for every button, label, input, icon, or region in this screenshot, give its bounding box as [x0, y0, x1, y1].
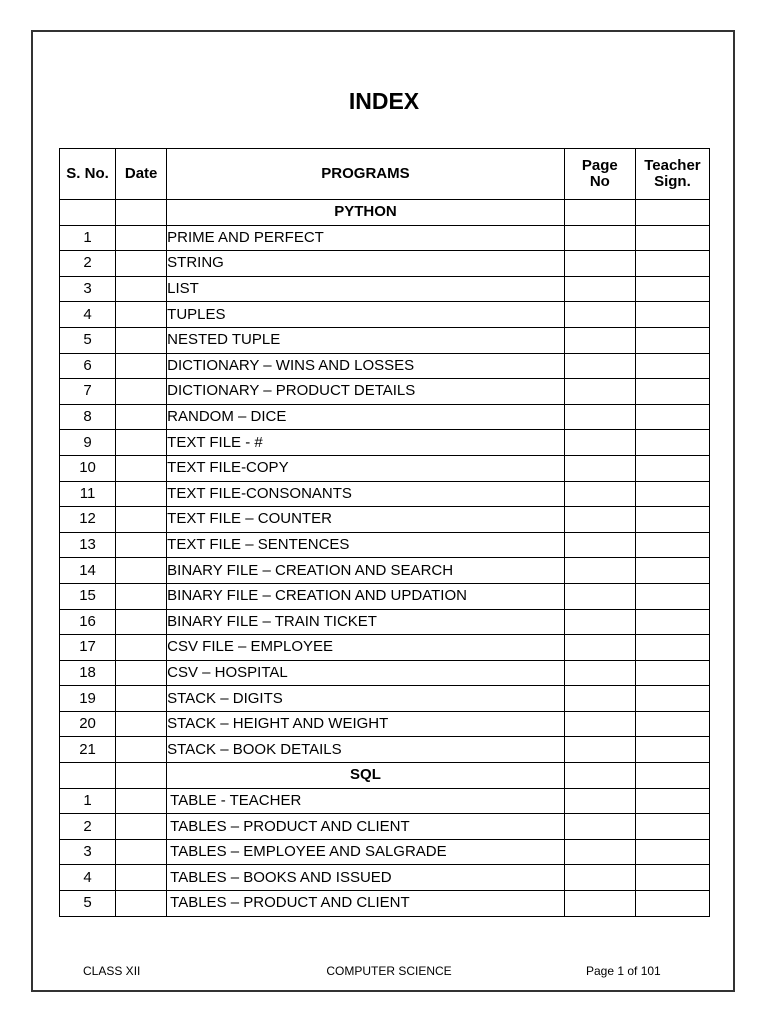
index-table-body [60, 200, 710, 917]
date-cell [116, 481, 167, 507]
date-cell [116, 686, 167, 712]
date-cell [116, 225, 167, 251]
page-no-cell [564, 839, 635, 865]
program-name: STRING [167, 251, 565, 277]
serial-number: 18 [60, 660, 116, 686]
serial-number: 14 [60, 558, 116, 584]
table-row [60, 455, 710, 481]
column-header-date: Date [116, 149, 167, 200]
table-row [60, 635, 710, 661]
teacher-sign-cell [635, 225, 709, 251]
date-cell [116, 711, 167, 737]
date-cell [116, 660, 167, 686]
table-row [60, 481, 710, 507]
page-no-cell [564, 327, 635, 353]
program-name: TEXT FILE - # [167, 430, 565, 456]
empty-cell [60, 200, 116, 226]
table-row [60, 404, 710, 430]
program-name: LIST [167, 276, 565, 302]
serial-number: 12 [60, 507, 116, 533]
date-cell [116, 276, 167, 302]
date-cell [116, 609, 167, 635]
footer-page-number: Page 1 of 101 [586, 964, 661, 978]
date-cell [116, 737, 167, 763]
page-no-cell [564, 788, 635, 814]
table-row [60, 276, 710, 302]
program-name: TEXT FILE – SENTENCES [167, 532, 565, 558]
serial-number: 3 [60, 276, 116, 302]
table-row [60, 737, 710, 763]
page-no-cell [564, 711, 635, 737]
teacher-sign-cell [635, 481, 709, 507]
program-name: CSV – HOSPITAL [167, 660, 565, 686]
program-name: TABLES – EMPLOYEE AND SALGRADE [167, 839, 565, 865]
serial-number: 13 [60, 532, 116, 558]
table-row [60, 609, 710, 635]
section-heading: SQL [167, 763, 565, 789]
date-cell [116, 814, 167, 840]
section-row-python [60, 200, 710, 226]
empty-cell [635, 763, 709, 789]
date-cell [116, 865, 167, 891]
table-row [60, 379, 710, 405]
page-no-cell [564, 353, 635, 379]
program-name: TABLES – BOOKS AND ISSUED [167, 865, 565, 891]
date-cell [116, 891, 167, 917]
teacher-sign-cell [635, 302, 709, 328]
page-no-cell [564, 609, 635, 635]
table-row [60, 532, 710, 558]
table-row [60, 507, 710, 533]
page-no-cell [564, 891, 635, 917]
teacher-sign-cell [635, 404, 709, 430]
table-row [60, 583, 710, 609]
empty-cell [60, 763, 116, 789]
serial-number: 5 [60, 891, 116, 917]
page-no-cell [564, 814, 635, 840]
serial-number: 2 [60, 251, 116, 277]
serial-number: 1 [60, 788, 116, 814]
teacher-sign-cell [635, 635, 709, 661]
page-no-cell [564, 558, 635, 584]
table-row [60, 865, 710, 891]
teacher-sign-cell [635, 532, 709, 558]
table-row [60, 225, 710, 251]
teacher-sign-cell [635, 251, 709, 277]
page-no-cell [564, 276, 635, 302]
table-row [60, 891, 710, 917]
table-row [60, 788, 710, 814]
program-name: TEXT FILE-CONSONANTS [167, 481, 565, 507]
program-name: DICTIONARY – PRODUCT DETAILS [167, 379, 565, 405]
program-name: RANDOM – DICE [167, 404, 565, 430]
serial-number: 19 [60, 686, 116, 712]
page-no-cell [564, 225, 635, 251]
page-no-cell [564, 507, 635, 533]
page-no-cell [564, 686, 635, 712]
teacher-sign-cell [635, 660, 709, 686]
page-title: INDEX [348, 88, 420, 114]
date-cell [116, 430, 167, 456]
serial-number: 11 [60, 481, 116, 507]
page-no-cell [564, 251, 635, 277]
teacher-sign-cell [635, 711, 709, 737]
program-name: BINARY FILE – CREATION AND UPDATION [167, 583, 565, 609]
table-row [60, 327, 710, 353]
column-header-programs: PROGRAMS [167, 149, 565, 200]
program-name: TUPLES [167, 302, 565, 328]
program-name: BINARY FILE – TRAIN TICKET [167, 609, 565, 635]
serial-number: 15 [60, 583, 116, 609]
teacher-sign-cell [635, 891, 709, 917]
table-row [60, 430, 710, 456]
program-name: DICTIONARY – WINS AND LOSSES [167, 353, 565, 379]
date-cell [116, 635, 167, 661]
program-name: TEXT FILE – COUNTER [167, 507, 565, 533]
section-row-sql [60, 763, 710, 789]
page-no-cell [564, 583, 635, 609]
program-name: TABLES – PRODUCT AND CLIENT [167, 814, 565, 840]
page-no-cell [564, 302, 635, 328]
program-name: TEXT FILE-COPY [167, 455, 565, 481]
date-cell [116, 404, 167, 430]
serial-number: 9 [60, 430, 116, 456]
date-cell [116, 327, 167, 353]
column-header-sno: S. No. [60, 149, 116, 200]
column-header-page-no: Page No [564, 149, 635, 200]
program-name: STACK – HEIGHT AND WEIGHT [167, 711, 565, 737]
page-no-cell [564, 404, 635, 430]
empty-cell [564, 763, 635, 789]
teacher-sign-cell [635, 353, 709, 379]
section-heading: PYTHON [167, 200, 565, 226]
program-name: TABLES – PRODUCT AND CLIENT [167, 891, 565, 917]
column-header-teacher-sign: Teacher Sign. [635, 149, 709, 200]
page-no-cell [564, 532, 635, 558]
program-name: STACK – DIGITS [167, 686, 565, 712]
serial-number: 5 [60, 327, 116, 353]
date-cell [116, 507, 167, 533]
page-no-cell [564, 481, 635, 507]
page-no-cell [564, 379, 635, 405]
teacher-sign-cell [635, 379, 709, 405]
empty-cell [116, 763, 167, 789]
teacher-sign-cell [635, 276, 709, 302]
serial-number: 21 [60, 737, 116, 763]
table-row [60, 839, 710, 865]
header-row [60, 149, 710, 200]
serial-number: 17 [60, 635, 116, 661]
teacher-sign-cell [635, 839, 709, 865]
teacher-sign-cell [635, 609, 709, 635]
serial-number: 8 [60, 404, 116, 430]
teacher-sign-cell [635, 558, 709, 584]
page-no-cell [564, 865, 635, 891]
program-name: BINARY FILE – CREATION AND SEARCH [167, 558, 565, 584]
page-no-cell [564, 455, 635, 481]
teacher-sign-cell [635, 507, 709, 533]
table-row [60, 711, 710, 737]
page-no-cell [564, 430, 635, 456]
empty-cell [564, 200, 635, 226]
date-cell [116, 558, 167, 584]
table-row [60, 353, 710, 379]
table-row [60, 302, 710, 328]
teacher-sign-cell [635, 737, 709, 763]
empty-cell [116, 200, 167, 226]
teacher-sign-cell [635, 686, 709, 712]
teacher-sign-cell [635, 583, 709, 609]
serial-number: 1 [60, 225, 116, 251]
teacher-sign-cell [635, 327, 709, 353]
serial-number: 7 [60, 379, 116, 405]
serial-number: 2 [60, 814, 116, 840]
table-row [60, 558, 710, 584]
program-name: STACK – BOOK DETAILS [167, 737, 565, 763]
date-cell [116, 379, 167, 405]
teacher-sign-cell [635, 430, 709, 456]
teacher-sign-cell [635, 865, 709, 891]
program-name: CSV FILE – EMPLOYEE [167, 635, 565, 661]
date-cell [116, 788, 167, 814]
serial-number: 16 [60, 609, 116, 635]
teacher-sign-cell [635, 455, 709, 481]
date-cell [116, 839, 167, 865]
page-no-cell [564, 635, 635, 661]
date-cell [116, 251, 167, 277]
program-name: PRIME AND PERFECT [167, 225, 565, 251]
program-name: NESTED TUPLE [167, 327, 565, 353]
date-cell [116, 353, 167, 379]
serial-number: 4 [60, 865, 116, 891]
serial-number: 10 [60, 455, 116, 481]
serial-number: 20 [60, 711, 116, 737]
index-table [59, 148, 710, 917]
date-cell [116, 302, 167, 328]
table-row [60, 686, 710, 712]
table-row [60, 251, 710, 277]
page-no-cell [564, 660, 635, 686]
serial-number: 6 [60, 353, 116, 379]
serial-number: 4 [60, 302, 116, 328]
date-cell [116, 455, 167, 481]
teacher-sign-cell [635, 788, 709, 814]
table-row [60, 814, 710, 840]
table-row [60, 660, 710, 686]
footer-subject: COMPUTER SCIENCE [326, 964, 452, 978]
empty-cell [635, 200, 709, 226]
page-no-cell [564, 737, 635, 763]
date-cell [116, 583, 167, 609]
program-name: TABLE - TEACHER [167, 788, 565, 814]
footer-class: CLASS XII [83, 964, 141, 978]
serial-number: 3 [60, 839, 116, 865]
date-cell [116, 532, 167, 558]
teacher-sign-cell [635, 814, 709, 840]
